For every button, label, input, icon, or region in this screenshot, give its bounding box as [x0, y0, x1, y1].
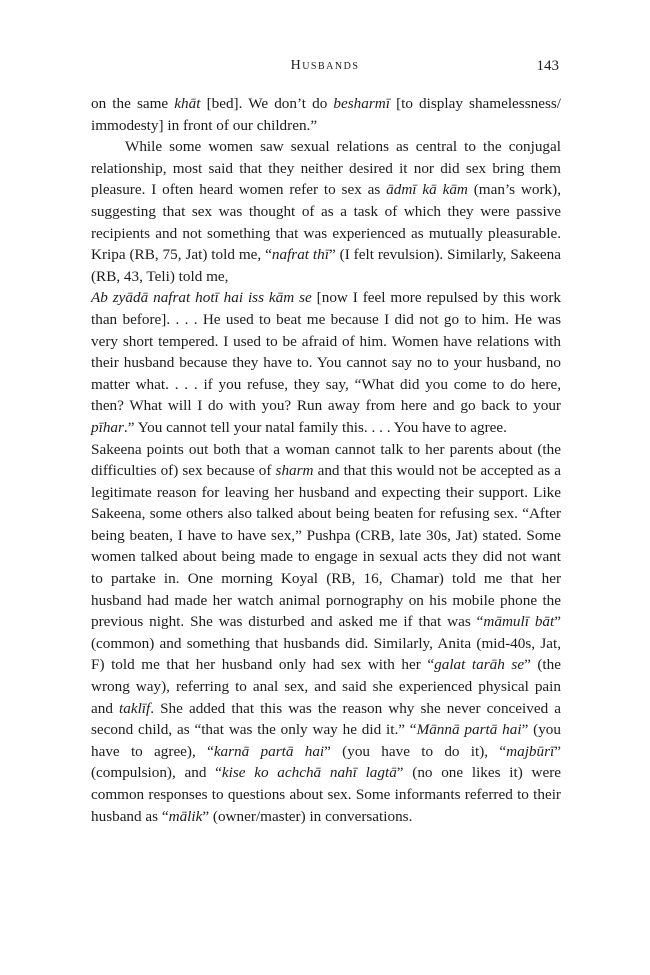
italic-term: Mānnā partā hai	[416, 721, 522, 739]
italic-term: besharmī	[333, 95, 390, 112]
text-run: ” (you have to agree), “	[91, 721, 561, 760]
italic-term: kise ko achchā nahī lagtā	[221, 764, 397, 782]
italic-term: karnā partā hai	[213, 742, 325, 760]
body-text	[91, 93, 561, 827]
italic-term: Ab zyādā nafrat hotī hai iss kām se	[91, 289, 312, 307]
italic-term: sharm	[275, 462, 314, 480]
text-run: ” (compulsion), and “	[91, 742, 561, 782]
text-run: ” (the wrong way), referring to anal sex, and said she experienced physical pain and	[91, 656, 561, 717]
text-run: [now I feel more repulsed by this work than before]. . . . He used to beat me because I did not go to him. He was very short tempered. I used to be afraid of him. Women have relations with their husband because they have to. You cannot say no to your husband, no matter what. . . . if you refuse, they say, “What did you come to do here, then? What will I do with you? Run away from here and go back to your	[91, 289, 561, 415]
italic-term: taklīf	[119, 699, 151, 717]
italic-term: khāt	[174, 95, 201, 112]
italic-term: majbūrī	[506, 742, 555, 760]
page-number: 143	[536, 58, 559, 74]
italic-term: nafrat thī	[271, 246, 329, 264]
italic-term: mālik	[168, 807, 203, 825]
italic-term: ādmī kā kām	[386, 181, 468, 199]
italic-term: pīhar	[91, 418, 124, 436]
paragraph-sakeena-analysis	[91, 439, 561, 828]
text-run: and that this would not be accepted as a legitimate reason for leaving her husband and expecting their support. Like Sakeena, some others also talked about being beaten for refusing sex. “After being beaten, I have to have sex,” Pushpa (CRB, late 30s, Jat) stated. Some women talked about being made to engage in sexual acts they did not want to partake in. One morning Koyal (RB, 16, Chamar) told me that her husband had made her watch animal pornography on his mobile phone the previous night. She was disturbed and asked me if that was “	[91, 462, 561, 631]
text-run: . She added that this was the reason why she never conceived a second child, as “that was the only way he did it.” “	[91, 699, 561, 739]
paragraph-sexual-relations	[91, 136, 561, 287]
italic-term: māmulī bāt	[483, 613, 555, 631]
text-run: ” (common) and something that husbands did. Similarly, Anita (mid-40s, Jat, F) told me that her husband only had sex with her “	[91, 613, 561, 674]
text-run: ” (no one likes it) were common responses to questions about sex. Some informants referred to their husband as “	[91, 764, 561, 825]
text-run: [to display shamelessness/ immodesty] in front of our children.”	[91, 95, 561, 134]
text-run: ” (owner/master) in conversations.	[202, 807, 413, 825]
paragraph-continued	[91, 93, 561, 136]
text-run: While some women saw sexual relations as central to the conjugal relationship, most said that they neither desired it nor did sex bring them pleasure. I often heard women refer to sex as	[91, 138, 561, 199]
running-head: Husbands	[290, 58, 360, 73]
text-run: .” You cannot tell your natal family this. . . . You have to agree.	[123, 418, 507, 436]
text-run: ” (I felt revulsion). Similarly, Sakeena (RB, 43, Teli) told me,	[91, 246, 561, 285]
page-header	[0, 58, 650, 82]
text-run: on the same	[91, 95, 175, 112]
text-run: (man’s work), suggesting that sex was thought of as a task of which they were passive recipients and not something that was experienced as mutually pleasurable. Kripa (RB, 75, Jat) told me, “	[91, 181, 562, 264]
text-run: Sakeena points out both that a woman cannot talk to her parents about (the difficulties of) sex because of	[91, 440, 561, 480]
italic-term: galat tarāh se	[434, 656, 525, 674]
block-quote-sakeena	[91, 287, 561, 438]
text-run: ” (you have to do it), “	[324, 742, 507, 760]
text-run: [bed]. We don’t do	[200, 95, 334, 112]
